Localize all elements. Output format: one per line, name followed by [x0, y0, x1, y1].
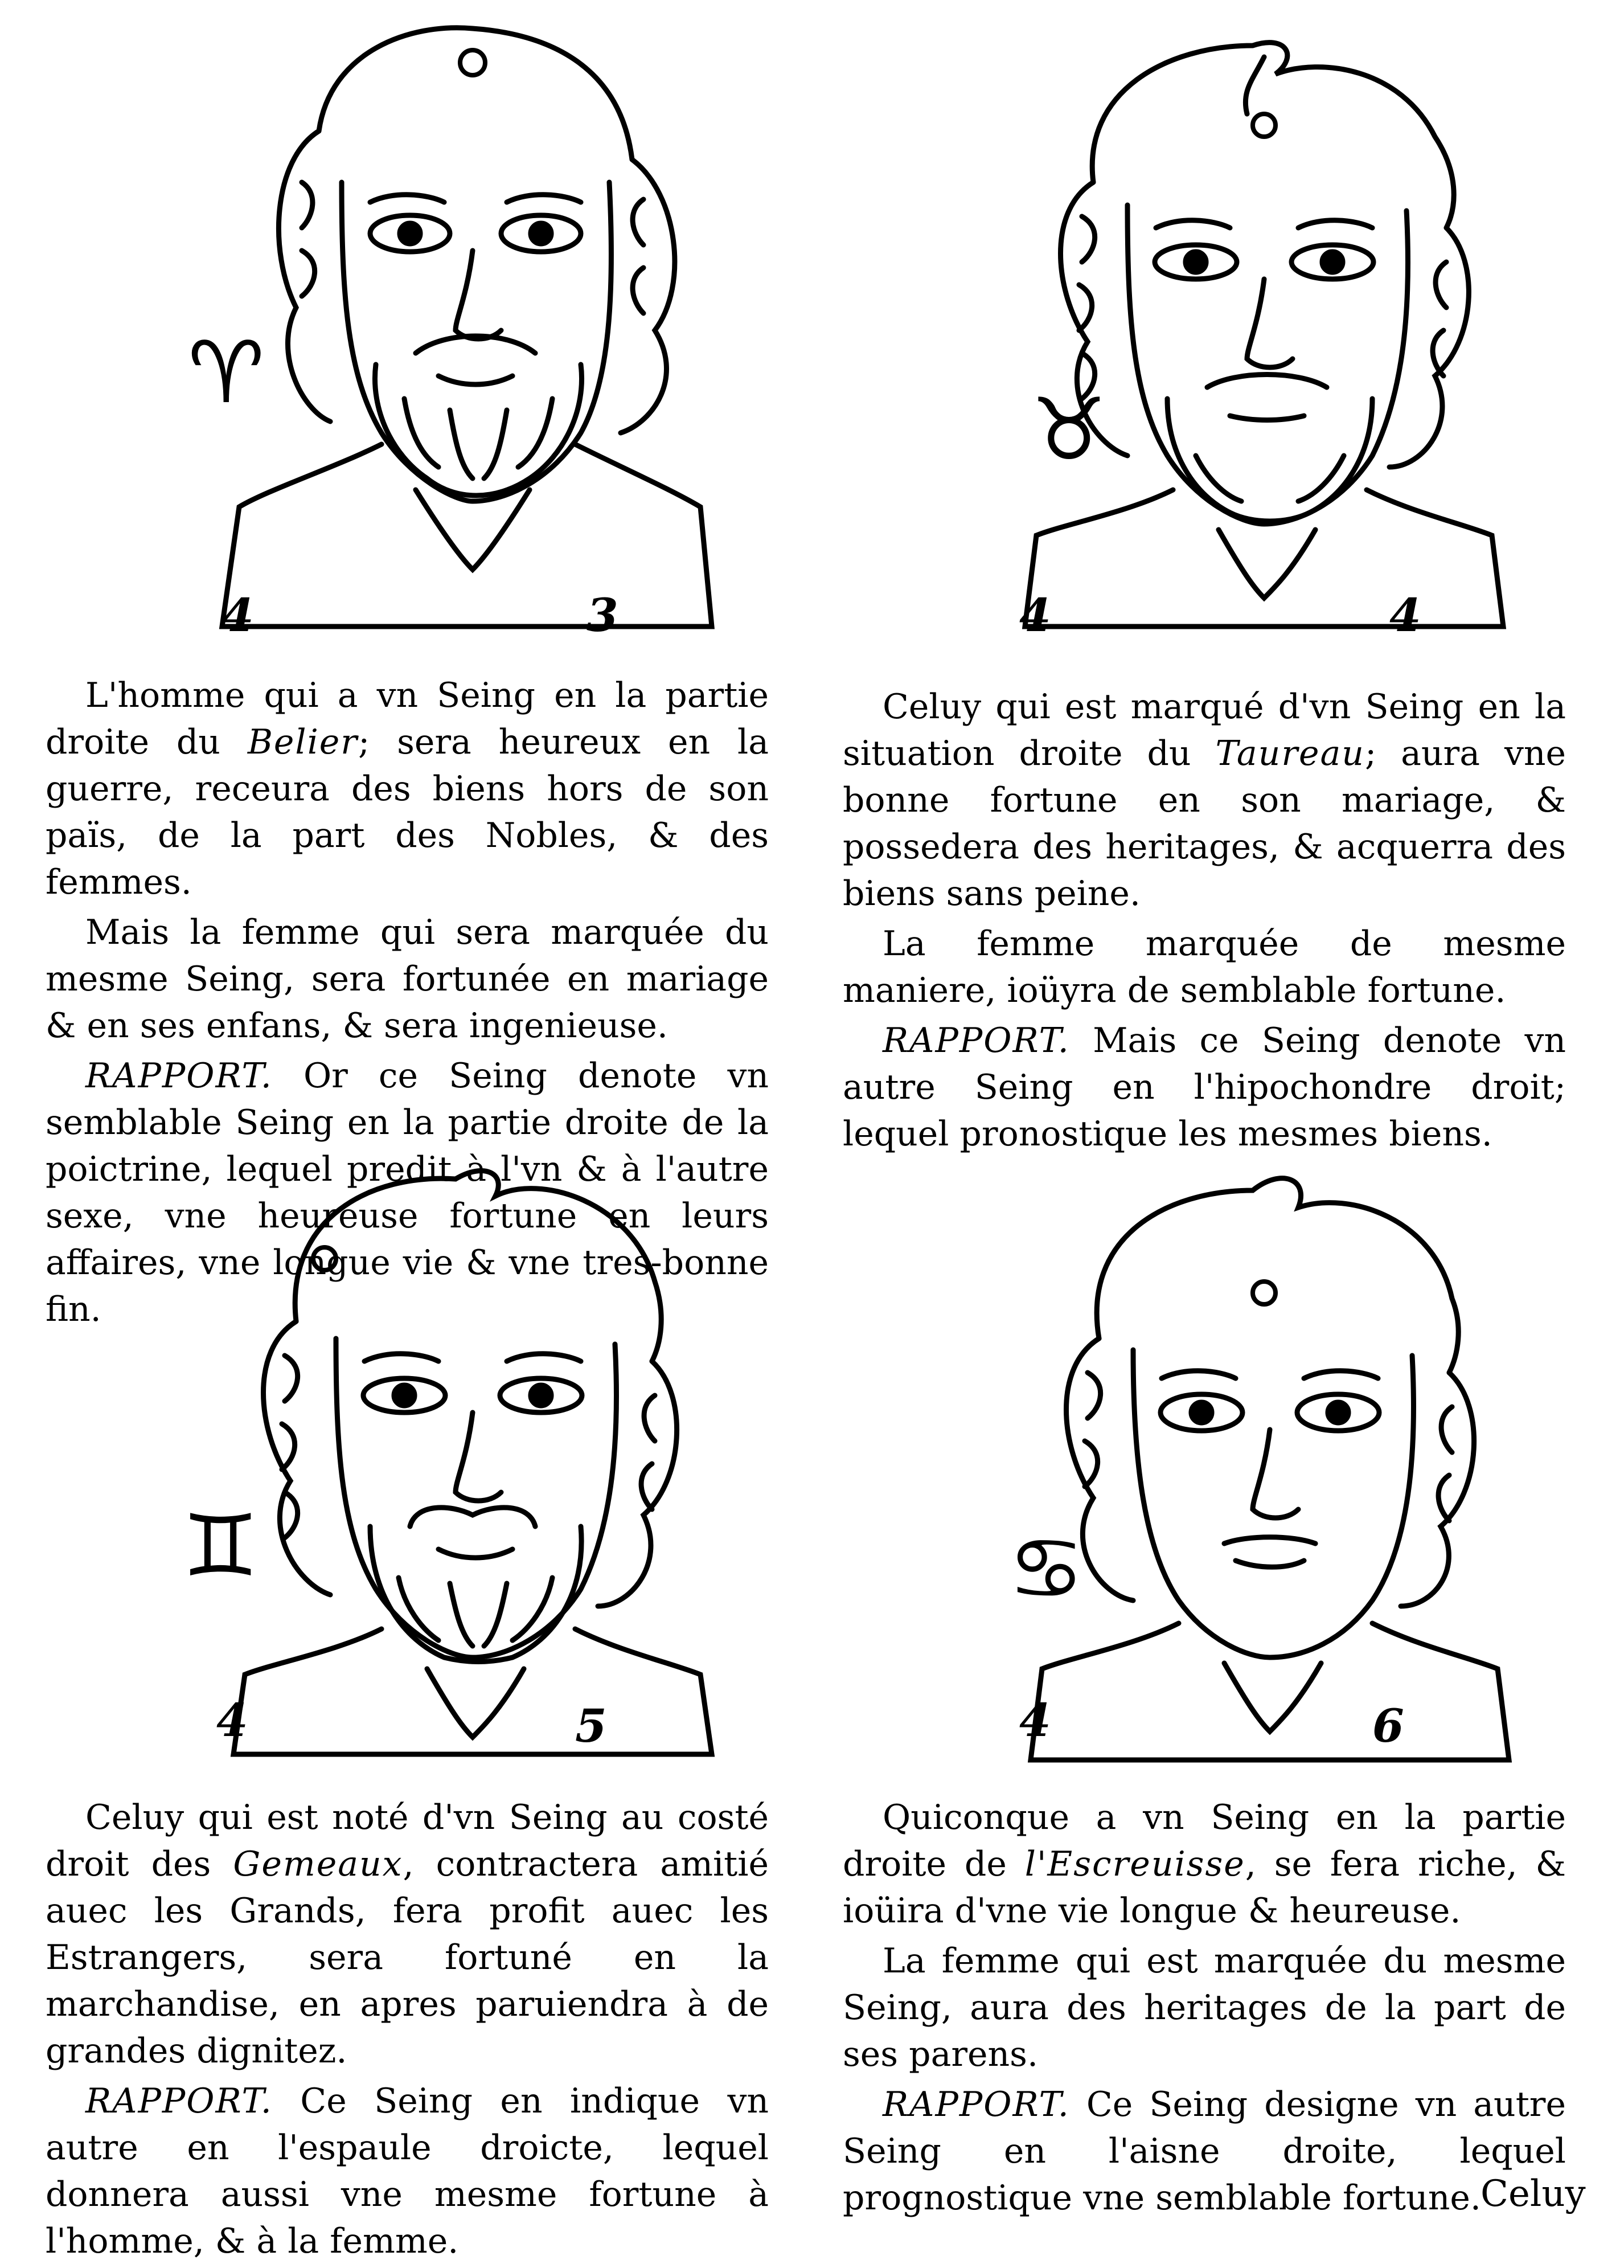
paragraph: RAPPORT. Ce Seing designe vn autre Seing en l'aisne droite, lequel prognostique vne semblable fortune. — [843, 2085, 1566, 2218]
plate-number-left: 4 — [1019, 588, 1051, 642]
paragraph: Quiconque a vn Seing en la partie droite de l'Escreuisse, se fera riche, & ioüira d'vne vie longue & heureuse. — [843, 1798, 1566, 1931]
paragraph: La femme qui est marquée du mesme Seing, aura des heritages de la part de ses parens. — [843, 1941, 1566, 2074]
plate-number-right: 5 — [575, 1699, 607, 1753]
paragraph: La femme marquée de mesme maniere, ioüyra de semblable fortune. — [843, 924, 1566, 1010]
portrait-gemeaux — [188, 1151, 757, 1777]
catchword: Celuy — [1481, 2173, 1586, 2215]
cancer-sign-icon: ♋ — [1008, 1520, 1085, 1619]
paragraph: RAPPORT. Or ce Seing denote vn semblable Seing en la partie droite de la poictrine, lequel predit à l'vn & à l'autre sexe, vne heureuse fortune en leurs affaires, vne longue vie & vne tres-bonne fin. — [46, 1056, 769, 1329]
paragraph: Celuy qui est marqué d'vn Seing en la situation droite du Taureau; aura vne bonne fortune en son mariage, & possedera des heritages, & acquerra des biens sans peine. — [843, 687, 1566, 914]
portrait-escreuisse — [985, 1156, 1555, 1783]
paragraph: RAPPORT. Ce Seing en indique vn autre en l'espaule droicte, lequel donnera aussi vne mesme fortune à l'homme, & à la femme. — [46, 2081, 769, 2261]
plate-number-left: 4 — [1019, 1693, 1051, 1747]
paragraph: RAPPORT. Mais ce Seing denote vn autre Seing en l'hipochondre droit; lequel pronostique les mesmes biens. — [843, 1021, 1566, 1154]
text-block-escreuisse — [843, 1794, 1566, 2225]
portrait-taureau — [979, 23, 1549, 649]
curly-haired-man-head-icon — [979, 23, 1549, 649]
paragraph: L'homme qui a vn Seing en la partie droite du Belier; sera heureux en la guerre, receura des biens hors de son païs, de la part des Nobles, & des femmes. — [46, 676, 769, 902]
curly-haired-bearded-head-icon — [188, 1151, 757, 1777]
plate-number-left: 4 — [222, 588, 254, 642]
bald-bearded-head-icon — [188, 11, 757, 642]
gemini-sign-icon: ♊ — [182, 1497, 259, 1596]
plate-number-right: 6 — [1372, 1699, 1404, 1753]
text-block-taureau — [843, 683, 1566, 1161]
paragraph: Celuy qui est noté d'vn Seing au costé droit des Gemeaux, contractera amitié auec les Grands, fera profit auec les Estrangers, sera fortuné en la marchandise, en apres paruiendra à de grandes dignitez. — [46, 1798, 769, 2071]
plate-number-left: 4 — [216, 1693, 248, 1747]
youth-head-icon — [985, 1156, 1555, 1783]
paragraph: Mais la femme qui sera marquée du mesme Seing, sera fortunée en mariage & en ses enfans, & sera ingenieuse. — [46, 912, 769, 1046]
plate-number-right: 4 — [1389, 588, 1421, 642]
portrait-belier — [188, 11, 757, 642]
aries-sign-icon: ♈ — [188, 324, 265, 423]
plate-number-right: 3 — [587, 588, 618, 642]
taurus-sign-icon: ♉ — [1031, 380, 1108, 480]
text-block-gemeaux — [46, 1794, 769, 2268]
